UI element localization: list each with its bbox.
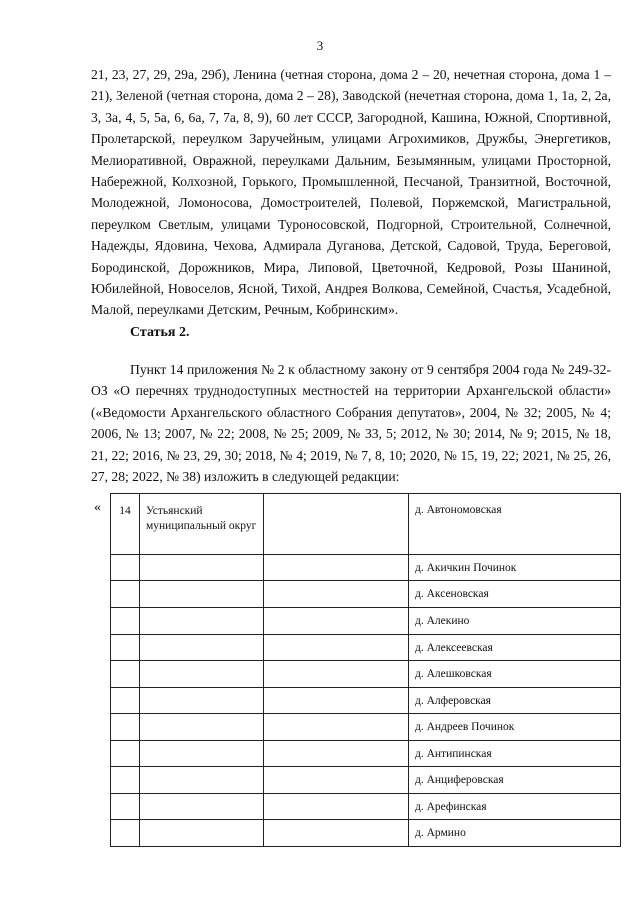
settlement-cell: д. Аксеновская <box>409 581 621 608</box>
settlement-cell: д. Акичкин Починок <box>409 555 621 581</box>
row-number-cell: 14 <box>111 494 140 555</box>
table-row <box>111 661 621 688</box>
table-row <box>111 635 621 661</box>
settlement-cell: д. Армино <box>409 820 621 847</box>
table-row <box>111 714 621 741</box>
table-row <box>111 494 621 555</box>
empty-cell <box>140 714 264 741</box>
settlement-cell: д. Антипинская <box>409 741 621 767</box>
empty-cell <box>140 635 264 661</box>
empty-cell <box>140 661 264 688</box>
empty-cell <box>111 581 140 608</box>
table-row <box>111 820 621 847</box>
empty-cell <box>140 608 264 635</box>
empty-cell <box>140 767 264 794</box>
empty-cell <box>264 581 409 608</box>
empty-cell <box>264 608 409 635</box>
table-row <box>111 741 621 767</box>
empty-cell <box>264 741 409 767</box>
district-cell: Устьянский муниципальный округ <box>140 494 264 555</box>
empty-cell <box>111 608 140 635</box>
table-row <box>111 608 621 635</box>
settlement-cell: д. Андреев Починок <box>409 714 621 741</box>
settlement-cell: д. Алферовская <box>409 688 621 714</box>
settlement-cell: д. Автономовская <box>409 494 621 555</box>
opening-quote-mark: « <box>94 500 101 515</box>
empty-cell <box>111 688 140 714</box>
empty-cell <box>111 635 140 661</box>
empty-cell <box>140 820 264 847</box>
empty-cell <box>111 767 140 794</box>
empty-cell <box>264 767 409 794</box>
paragraph-streets: 21, 23, 27, 29, 29а, 29б), Ленина (четная сторона, дома 2 – 20, нечетная сторона, дома 1 – 21), Зеленой (четная сторона, дома 2 – 28), Заводской (нечетная сторона, дома 1, 1а, 2, 2а, 3, 3а, 4, 5, 5а, 6, 6а, 7, 7а, 8, 9), 60 лет СССР, Загородной, Кашина, Южной, Спортивной, Пролетарской, переулком Заручейным, улицами Агрохимиков, Дружбы, Энергетиков, Мелиоративной, Овражной, переулками Дальним, Безымянным, улицами Просторной, Набережной, Колхозной, Горького, Промышленной, Песчаной, Транзитной, Восточной, Молодежной, Ломоносова, Домостроителей, Полевой, Поржемской, Магистральной, переулком Светлым, улицами Туроносовской, Подгорной, Строительной, Солнечной, Надежды, Ядовина, Чехова, Адмирала Дуганова, Детской, Садовой, Труда, Береговой, Бородинской, Дорожников, Мира, Липовой, Цветочной, Кедровой, Розы Шаниной, Юбилейной, Новоселов, Ясной, Тихой, Андрея Волкова, Семейной, Счастья, Усадебной, Малой, переулками Детским, Речным, Кобринским». <box>91 67 611 318</box>
empty-cell <box>264 661 409 688</box>
empty-cell <box>111 555 140 581</box>
paragraph-amendment: Пункт 14 приложения № 2 к областному закону от 9 сентября 2004 года № 249-32-ОЗ «О перечнях труднодоступных местностей на территории Архангельской области» («Ведомости Архангельского областного Собрания депутатов», 2004, № 32; 2005, № 4; 2006, № 13; 2007, № 22; 2008, № 25; 2009, № 33, 5; 2012, № 30; 2014, № 9; 2015, № 18, 21, 22; 2016, № 23, 29, 30; 2018, № 4; 2019, № 7, 8, 10; 2020, № 15, 19, 22; 2021, № 25, 26, 27, 28; 2022, № 38) изложить в следующей редакции: <box>91 362 611 485</box>
empty-cell <box>111 661 140 688</box>
table-row <box>111 555 621 581</box>
empty-cell <box>140 741 264 767</box>
empty-cell <box>264 494 409 555</box>
empty-cell <box>111 794 140 820</box>
table-row <box>111 767 621 794</box>
empty-cell <box>140 794 264 820</box>
empty-cell <box>264 820 409 847</box>
empty-cell <box>140 581 264 608</box>
empty-cell <box>264 714 409 741</box>
empty-cell <box>264 635 409 661</box>
empty-cell <box>264 794 409 820</box>
table-row <box>111 794 621 820</box>
empty-cell <box>111 820 140 847</box>
page-number: 3 <box>316 38 324 53</box>
settlement-cell: д. Арефинская <box>409 794 621 820</box>
table-row <box>111 688 621 714</box>
settlement-cell: д. Анциферовская <box>409 767 621 794</box>
table-row <box>111 581 621 608</box>
settlement-cell: д. Алешковская <box>409 661 621 688</box>
settlement-cell: д. Алексеевская <box>409 635 621 661</box>
empty-cell <box>140 688 264 714</box>
settlement-cell: д. Алекино <box>409 608 621 635</box>
empty-cell <box>264 555 409 581</box>
empty-cell <box>264 688 409 714</box>
settlements-table <box>110 493 621 847</box>
empty-cell <box>140 555 264 581</box>
empty-cell <box>111 741 140 767</box>
empty-cell <box>111 714 140 741</box>
article-heading: Статья 2. <box>130 325 190 340</box>
